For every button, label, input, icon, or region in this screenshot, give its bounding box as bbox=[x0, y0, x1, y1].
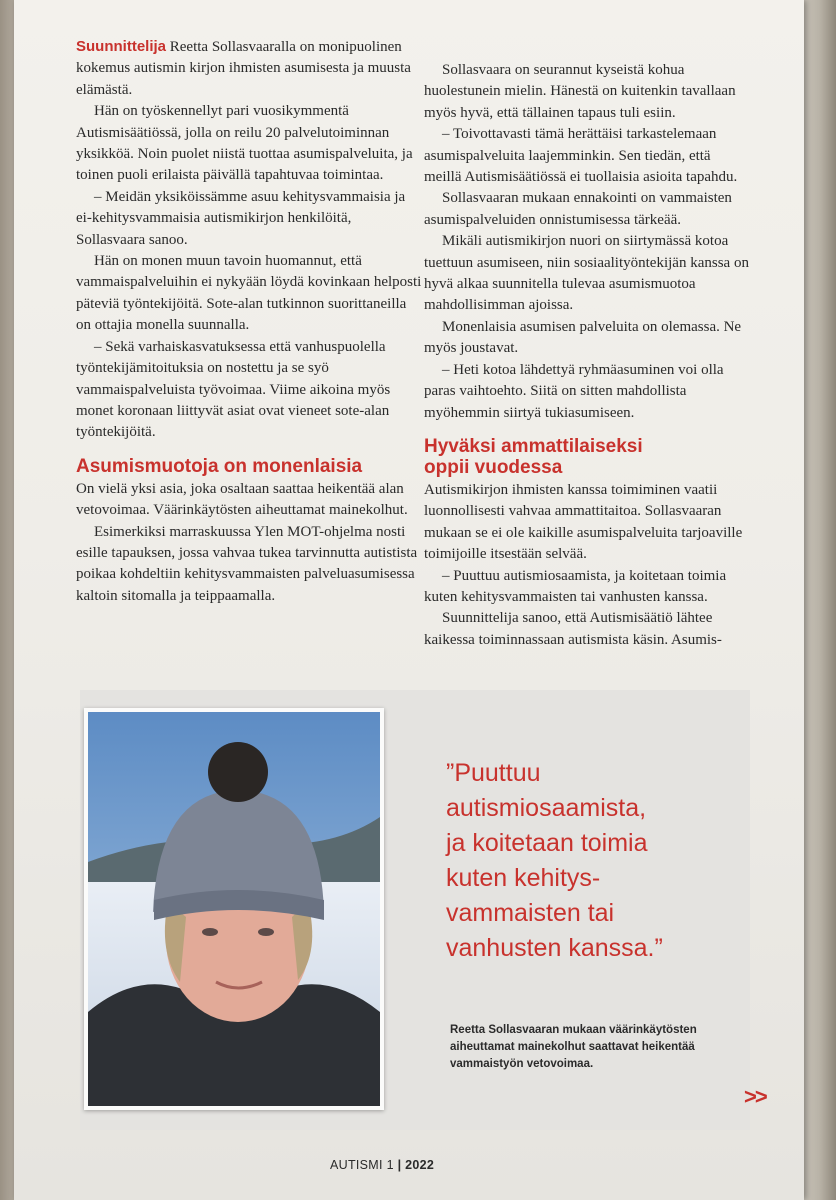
paragraph: Hän on työskennellyt pari vuosikymmentä Autismisäätiössä, jolla on reilu 20 palvelutoiminnan yksikköä. Noin puolet niistä tuottaa asumispalveluita, ja toinen puoli erilaista päivällä tapahtuvaa toimintaa. bbox=[76, 103, 413, 184]
paragraph: Esimerkiksi marraskuussa Ylen MOT-ohjelma nosti esille tapauksen, jossa vahvaa tukea tarvinnutta autistista poikaa kohdeltiin kehitysvammaisten palveluasumisessa kaltoin sitomalla ja teippaamalla. bbox=[76, 523, 418, 604]
page-footer bbox=[330, 1158, 434, 1172]
portrait-photo-frame bbox=[84, 708, 384, 1110]
quote-line: vammaisten tai bbox=[446, 899, 615, 927]
paragraph: – Toivottavasti tämä herättäisi tarkastelemaan asumispalveluita laajemminkin. Sen tiedän, että meillä Autismisäätiössä ei tuollaisia asioita tapahdu. bbox=[424, 126, 738, 186]
intro-text: Reetta Sollasvaaralla on monipuolinen kokemus autismin kirjon ihmisten asumisesta ja muusta elämästä. bbox=[76, 39, 411, 98]
quote-line: ”Puuttuu bbox=[446, 759, 541, 787]
section-heading: Asumismuotoja on monenlaisia bbox=[76, 455, 363, 477]
heading-line: oppii vuodessa bbox=[424, 456, 563, 478]
photo-caption: Reetta Sollasvaaran mukaan väärinkäytösten aiheuttamat mainekolhut saattavat heikentää vammaistyön vetovoimaa. bbox=[450, 1024, 697, 1070]
quote-line: kuten kehitys- bbox=[446, 864, 601, 892]
quote-line: ja koitetaan toimia bbox=[446, 829, 648, 857]
heading-line: Hyväksi ammattilaiseksi bbox=[424, 435, 643, 457]
paragraph: On vielä yksi asia, joka osaltaan saattaa heikentää alan vetovoimaa. Väärinkäytösten aiheuttamat mainekolhut. bbox=[76, 480, 408, 519]
paragraph: Mikäli autismikirjon nuori on siirtymässä kotoa tuettuun asumiseen, niin sosiaalityöntekijän kanssa on hyvä alkaa suunnitella tulevaa asumismuotoa mahdollisimman ajoissa. bbox=[424, 233, 749, 314]
quote-line: vanhusten kanssa.” bbox=[446, 934, 663, 962]
section-heading bbox=[424, 436, 750, 478]
paragraph: – Sekä varhaiskasvatuksessa että vanhuspuolella työntekijämitoituksia on nostettu ja se syö vammaispalveluista työvoimaa. Viime aikoina myös monet koronaan liittyvät asiat ovat vieneet sote-alan työntekijöitä. bbox=[76, 338, 391, 441]
paragraph: Monenlaisia asumisen palveluita on olemassa. Ne myös joustavat. bbox=[424, 318, 742, 357]
continue-arrows-icon: >> bbox=[744, 1084, 766, 1109]
paragraph: – Heti kotoa lähdettyä ryhmäasuminen voi olla paras vaihtoehto. Siitä on sitten mahdollista myöhemmin siirtyä tukiasumiseen. bbox=[424, 361, 724, 421]
quote-line: autismiosaamista, bbox=[446, 794, 647, 822]
issue-year: 2022 bbox=[405, 1158, 435, 1172]
paragraph: Sollasvaara on seurannut kyseistä kohua huolestunein mielin. Hänestä on kuitenkin tavallaan myös hyvä, että tällainen tapaus tuli esiin. bbox=[424, 62, 736, 121]
paragraph: Sollasvaaran mukaan ennakointi on vammaisten asumispalveluiden onnistumisessa tärkeää. bbox=[424, 190, 732, 228]
paragraph: Autismikirjon ihmisten kanssa toimiminen vaatii luonnollisesti vahvaa ammattitaitoa. Sollasvaaran mukaan se ei ole kaikille asumispalveluita tarjoaville toimijoille itsestään selvää. bbox=[424, 481, 743, 563]
paragraph: – Puuttuu autismiosaamista, ja koitetaan toimia kuten kehitysvammaisten tai vanhusten kanssa. bbox=[424, 567, 727, 605]
magazine-name: AUTISMI 1 bbox=[330, 1158, 394, 1172]
right-column bbox=[424, 60, 750, 651]
left-column bbox=[76, 36, 424, 607]
footer-separator: | bbox=[393, 1158, 406, 1172]
pull-quote bbox=[446, 756, 746, 966]
lead-label: Suunnittelija bbox=[76, 38, 166, 55]
intro-paragraph bbox=[76, 36, 424, 101]
paragraph: Hän on monen muun tavoin huomannut, että vammaispalveluihin ei nykyään löydä kovinkaan helposti päteviä työntekijöitä. Sote-alan tutkinnon suorittaneilla on ottajia monella suunnalla. bbox=[76, 253, 422, 334]
portrait-photo bbox=[88, 712, 380, 1106]
paragraph: – Meidän yksiköissämme asuu kehitysvammaisia ja ei-kehitysvammaisia autismikirjon henkilöitä, Sollasvaara sanoo. bbox=[76, 188, 406, 248]
paragraph: Suunnittelija sanoo, että Autismisäätiö lähtee kaikessa toiminnassaan autismista käsin. Asumis- bbox=[424, 610, 722, 648]
